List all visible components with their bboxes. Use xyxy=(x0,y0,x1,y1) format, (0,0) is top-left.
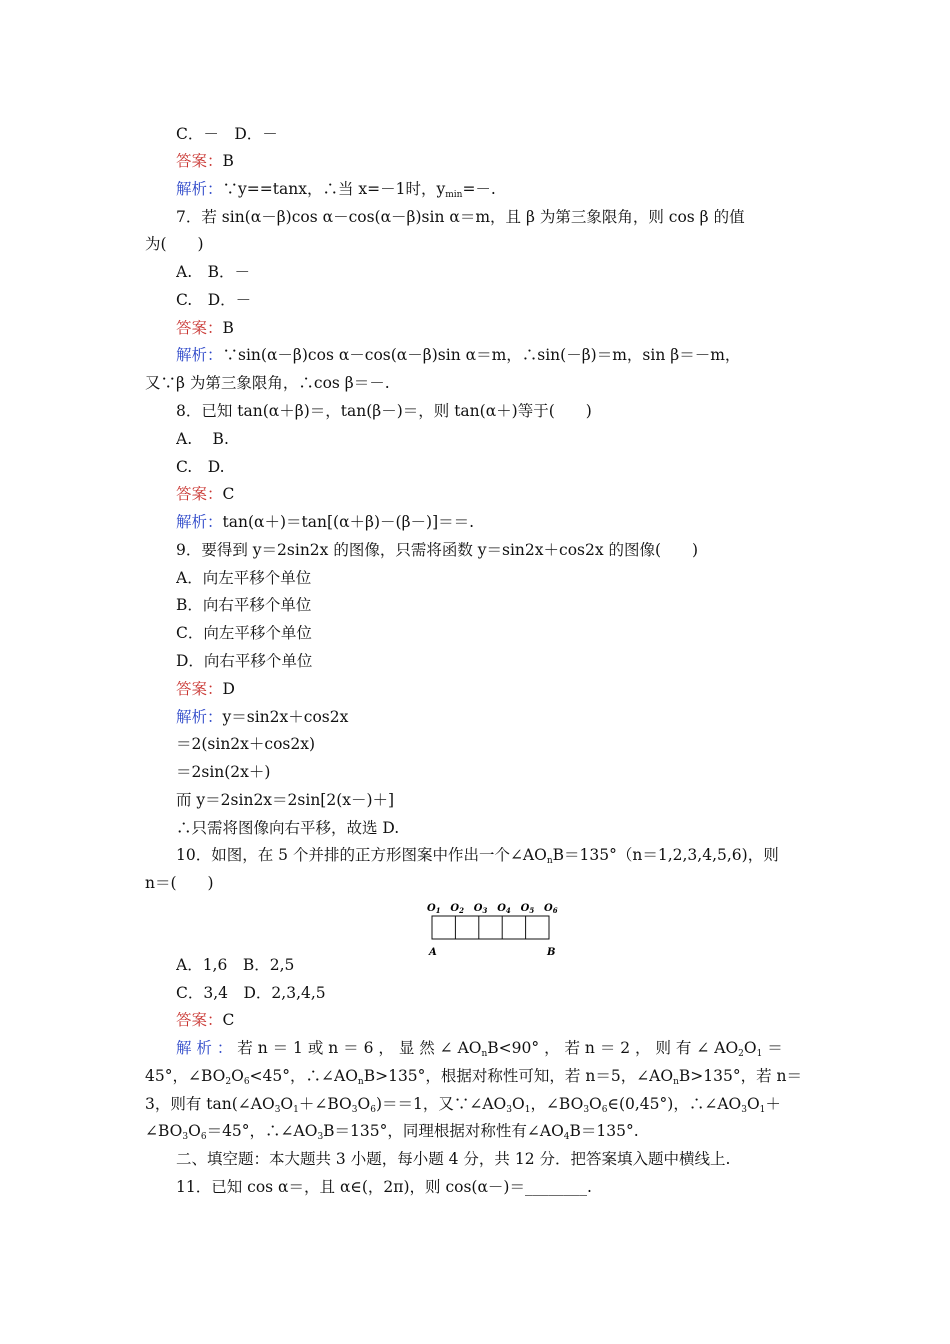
option-line xyxy=(176,262,810,284)
text-run: 又∵β 为第三象限角，∴cos β＝－. xyxy=(145,374,390,392)
subscript: n xyxy=(673,1077,679,1087)
subscript: 3 xyxy=(274,1105,281,1115)
text-run: O xyxy=(188,1122,201,1140)
figure-label-o: $O_2$ xyxy=(450,903,464,915)
answer-label: 答案： xyxy=(176,319,223,337)
subscript: 6 xyxy=(200,1132,207,1142)
text-run: 7．若 sin(α－β)cos α－cos(α－β)sin α＝m，且 β 为第三象限角，则 cos β 的值 xyxy=(176,208,745,226)
analysis-line xyxy=(176,707,810,729)
text-run: ∵sin(α－β)cos α－cos(α－β)sin α＝m，∴sin(－β)＝m，sin β＝－m， xyxy=(222,346,741,364)
text-run: B＝135°. xyxy=(569,1122,639,1140)
text-line xyxy=(176,734,810,756)
answer-line xyxy=(176,679,810,701)
text-run: 8．已知 tan(α＋β)＝，tan(β－)＝，则 tan(α＋)等于( ) xyxy=(176,402,592,420)
figure-label-o: $O_1$ xyxy=(427,903,441,915)
answer-line xyxy=(176,151,810,173)
answer-label: 答案： xyxy=(176,1011,223,1029)
answer-line xyxy=(176,1010,810,1032)
text-run: A. B．－ xyxy=(176,263,251,281)
text-run: ＋ xyxy=(765,1095,781,1113)
question-10 xyxy=(176,845,810,867)
text-run: O xyxy=(746,1095,760,1113)
subscript: 3 xyxy=(182,1132,189,1142)
text-run: 9．要得到 y＝2sin2x 的图像，只需将函数 y＝sin2x＋cos2x 的图像( ) xyxy=(176,541,699,559)
answer-label: 答案： xyxy=(176,680,223,698)
analysis-line xyxy=(176,512,810,534)
analysis-line xyxy=(176,1038,810,1060)
text-run: y＝sin2x＋cos2x xyxy=(222,708,349,726)
text-run: 而 y＝2sin2x＝2sin[2(x－)＋] xyxy=(176,791,395,809)
text-run: 若 n ＝ 1 或 n ＝ 6 ， 显 然 ∠ AO xyxy=(232,1039,482,1057)
text-line xyxy=(145,373,810,395)
text-line xyxy=(176,818,810,840)
analysis-line xyxy=(176,345,810,367)
text-run: C．向左平移个单位 xyxy=(176,624,312,642)
text-run: O xyxy=(589,1095,602,1113)
text-run: 10．如图，在 5 个并排的正方形图案中作出一个∠AO xyxy=(176,846,547,864)
option-line xyxy=(176,651,810,673)
subscript: 3 xyxy=(317,1132,324,1142)
figure-label-a: A xyxy=(429,947,437,958)
text-run: C．－ D．－ xyxy=(176,125,278,143)
text-run: B<90° ， 若 n ＝ 2 ， 则 有 ∠ AO xyxy=(487,1039,739,1057)
figure-label-b: B xyxy=(547,947,556,958)
text-run: D xyxy=(222,680,235,698)
text-run: B>135°，根据对称性可知，若 n＝5，∠AO xyxy=(363,1067,674,1085)
subscript: 1 xyxy=(524,1105,531,1115)
text-line xyxy=(145,873,810,895)
text-run: ∠BO xyxy=(145,1122,183,1140)
subscript: 3 xyxy=(506,1105,512,1115)
text-run: n＝( ) xyxy=(145,874,214,892)
text-line xyxy=(145,234,810,256)
text-line xyxy=(176,790,810,812)
text-run: 3，则有 tan(∠AO xyxy=(145,1095,275,1113)
subscript: n xyxy=(357,1077,364,1087)
text-run: O xyxy=(743,1039,757,1057)
text-run: B．向右平移个单位 xyxy=(176,596,312,614)
question-9 xyxy=(176,540,810,562)
text-line xyxy=(145,1066,810,1088)
squares-figure xyxy=(420,898,568,960)
text-run: ＝45°，∴∠AO xyxy=(206,1122,318,1140)
text-run: B＝135°，同理根据对称性有∠AO xyxy=(323,1122,564,1140)
answer-label: 答案： xyxy=(176,152,223,170)
text-run: O xyxy=(280,1095,294,1113)
analysis-label: 解析： xyxy=(176,708,223,726)
text-run: B＝135°（n＝1,2,3,4,5,6)，则 xyxy=(552,846,779,864)
subscript: 3 xyxy=(741,1105,747,1115)
subscript: 3 xyxy=(351,1105,358,1115)
option-line xyxy=(176,623,810,645)
subscript: n xyxy=(546,856,553,866)
squares-outline xyxy=(432,916,549,939)
text-run: A．向左平移个单位 xyxy=(176,569,312,587)
figure-label-o: $O_5$ xyxy=(520,903,535,915)
text-run: B xyxy=(222,152,234,170)
subscript: 1 xyxy=(756,1049,763,1059)
text-run: 45°，∠BO xyxy=(145,1067,226,1085)
answer-line xyxy=(176,318,810,340)
question-7 xyxy=(176,207,810,229)
text-run: ∈(0,45°)，∴∠AO xyxy=(607,1095,742,1113)
text-run: A. B. xyxy=(176,430,229,448)
option-line xyxy=(176,983,810,1005)
option-line xyxy=(176,429,810,451)
option-line xyxy=(176,568,810,590)
option-line xyxy=(176,955,810,977)
question-11 xyxy=(176,1177,810,1199)
analysis-label: 解 析 ： xyxy=(176,1039,233,1057)
section-heading xyxy=(176,1149,810,1171)
subscript: min xyxy=(445,190,463,200)
answer-line xyxy=(176,484,810,506)
text-run: 11．已知 cos α＝，且 α∈(，2π)，则 cos(α－)＝________. xyxy=(176,1178,592,1196)
subscript: 1 xyxy=(293,1105,299,1115)
subscript: 4 xyxy=(563,1132,570,1142)
text-run: C. D．－ xyxy=(176,291,252,309)
option-line xyxy=(176,290,810,312)
text-run: =－. xyxy=(462,180,496,198)
text-run: C xyxy=(222,1011,235,1029)
analysis-label: 解析： xyxy=(176,513,223,531)
subscript: 6 xyxy=(370,1105,376,1115)
subscript: 3 xyxy=(583,1105,590,1115)
text-run: O xyxy=(357,1095,371,1113)
text-run: O xyxy=(511,1095,525,1113)
text-run: ＋∠BO xyxy=(298,1095,352,1113)
text-run: B xyxy=(222,319,234,337)
figure-label-o: $O_4$ xyxy=(497,903,511,915)
text-run: )＝＝1，又∵∠AO xyxy=(375,1095,507,1113)
text-line xyxy=(145,1121,810,1143)
text-run: C xyxy=(222,485,235,503)
text-run: ＝2(sin2x＋cos2x) xyxy=(176,735,316,753)
text-run: ，∠BO xyxy=(530,1095,584,1113)
figure-label-o: $O_6$ xyxy=(544,903,558,915)
text-run: ＝ xyxy=(762,1039,783,1057)
text-run: C. D. xyxy=(176,458,225,476)
text-run: 为( ) xyxy=(145,235,204,253)
text-run: B>135°，若 n＝ xyxy=(678,1067,802,1085)
subscript: 2 xyxy=(738,1049,744,1059)
subscript: 6 xyxy=(243,1077,250,1087)
subscript: 2 xyxy=(225,1077,232,1087)
analysis-label: 解析： xyxy=(176,180,223,198)
text-run: ＝2sin(2x＋) xyxy=(176,763,271,781)
subscript: 1 xyxy=(759,1105,766,1115)
text-run: 二、填空题：本大题共 3 小题，每小题 4 分，共 12 分．把答案填入题中横线上. xyxy=(176,1150,731,1168)
text-run: A．1,6 B．2,5 xyxy=(176,956,295,974)
text-run: ∴只需将图像向右平移，故选 D. xyxy=(176,819,400,837)
subscript: 6 xyxy=(601,1105,608,1115)
text-line xyxy=(176,762,810,784)
option-line xyxy=(176,595,810,617)
question-8 xyxy=(176,401,810,423)
subscript: n xyxy=(481,1049,488,1059)
text-line xyxy=(145,1094,810,1116)
option-line xyxy=(176,457,810,479)
analysis-line xyxy=(176,179,810,201)
text-run: <45°，∴∠AO xyxy=(249,1067,358,1085)
text-line xyxy=(176,124,810,146)
analysis-label: 解析： xyxy=(176,346,223,364)
text-run: O xyxy=(231,1067,244,1085)
text-run: tan(α＋)＝tan[(α＋β)－(β－)]＝＝. xyxy=(222,513,475,531)
figure-label-o: $O_3$ xyxy=(473,903,488,915)
text-run: D．向右平移个单位 xyxy=(176,652,313,670)
text-run: C．3,4 D．2,3,4,5 xyxy=(176,984,326,1002)
answer-label: 答案： xyxy=(176,485,223,503)
text-run: ∵y==tanx，∴当 x=－1时，y xyxy=(222,180,446,198)
